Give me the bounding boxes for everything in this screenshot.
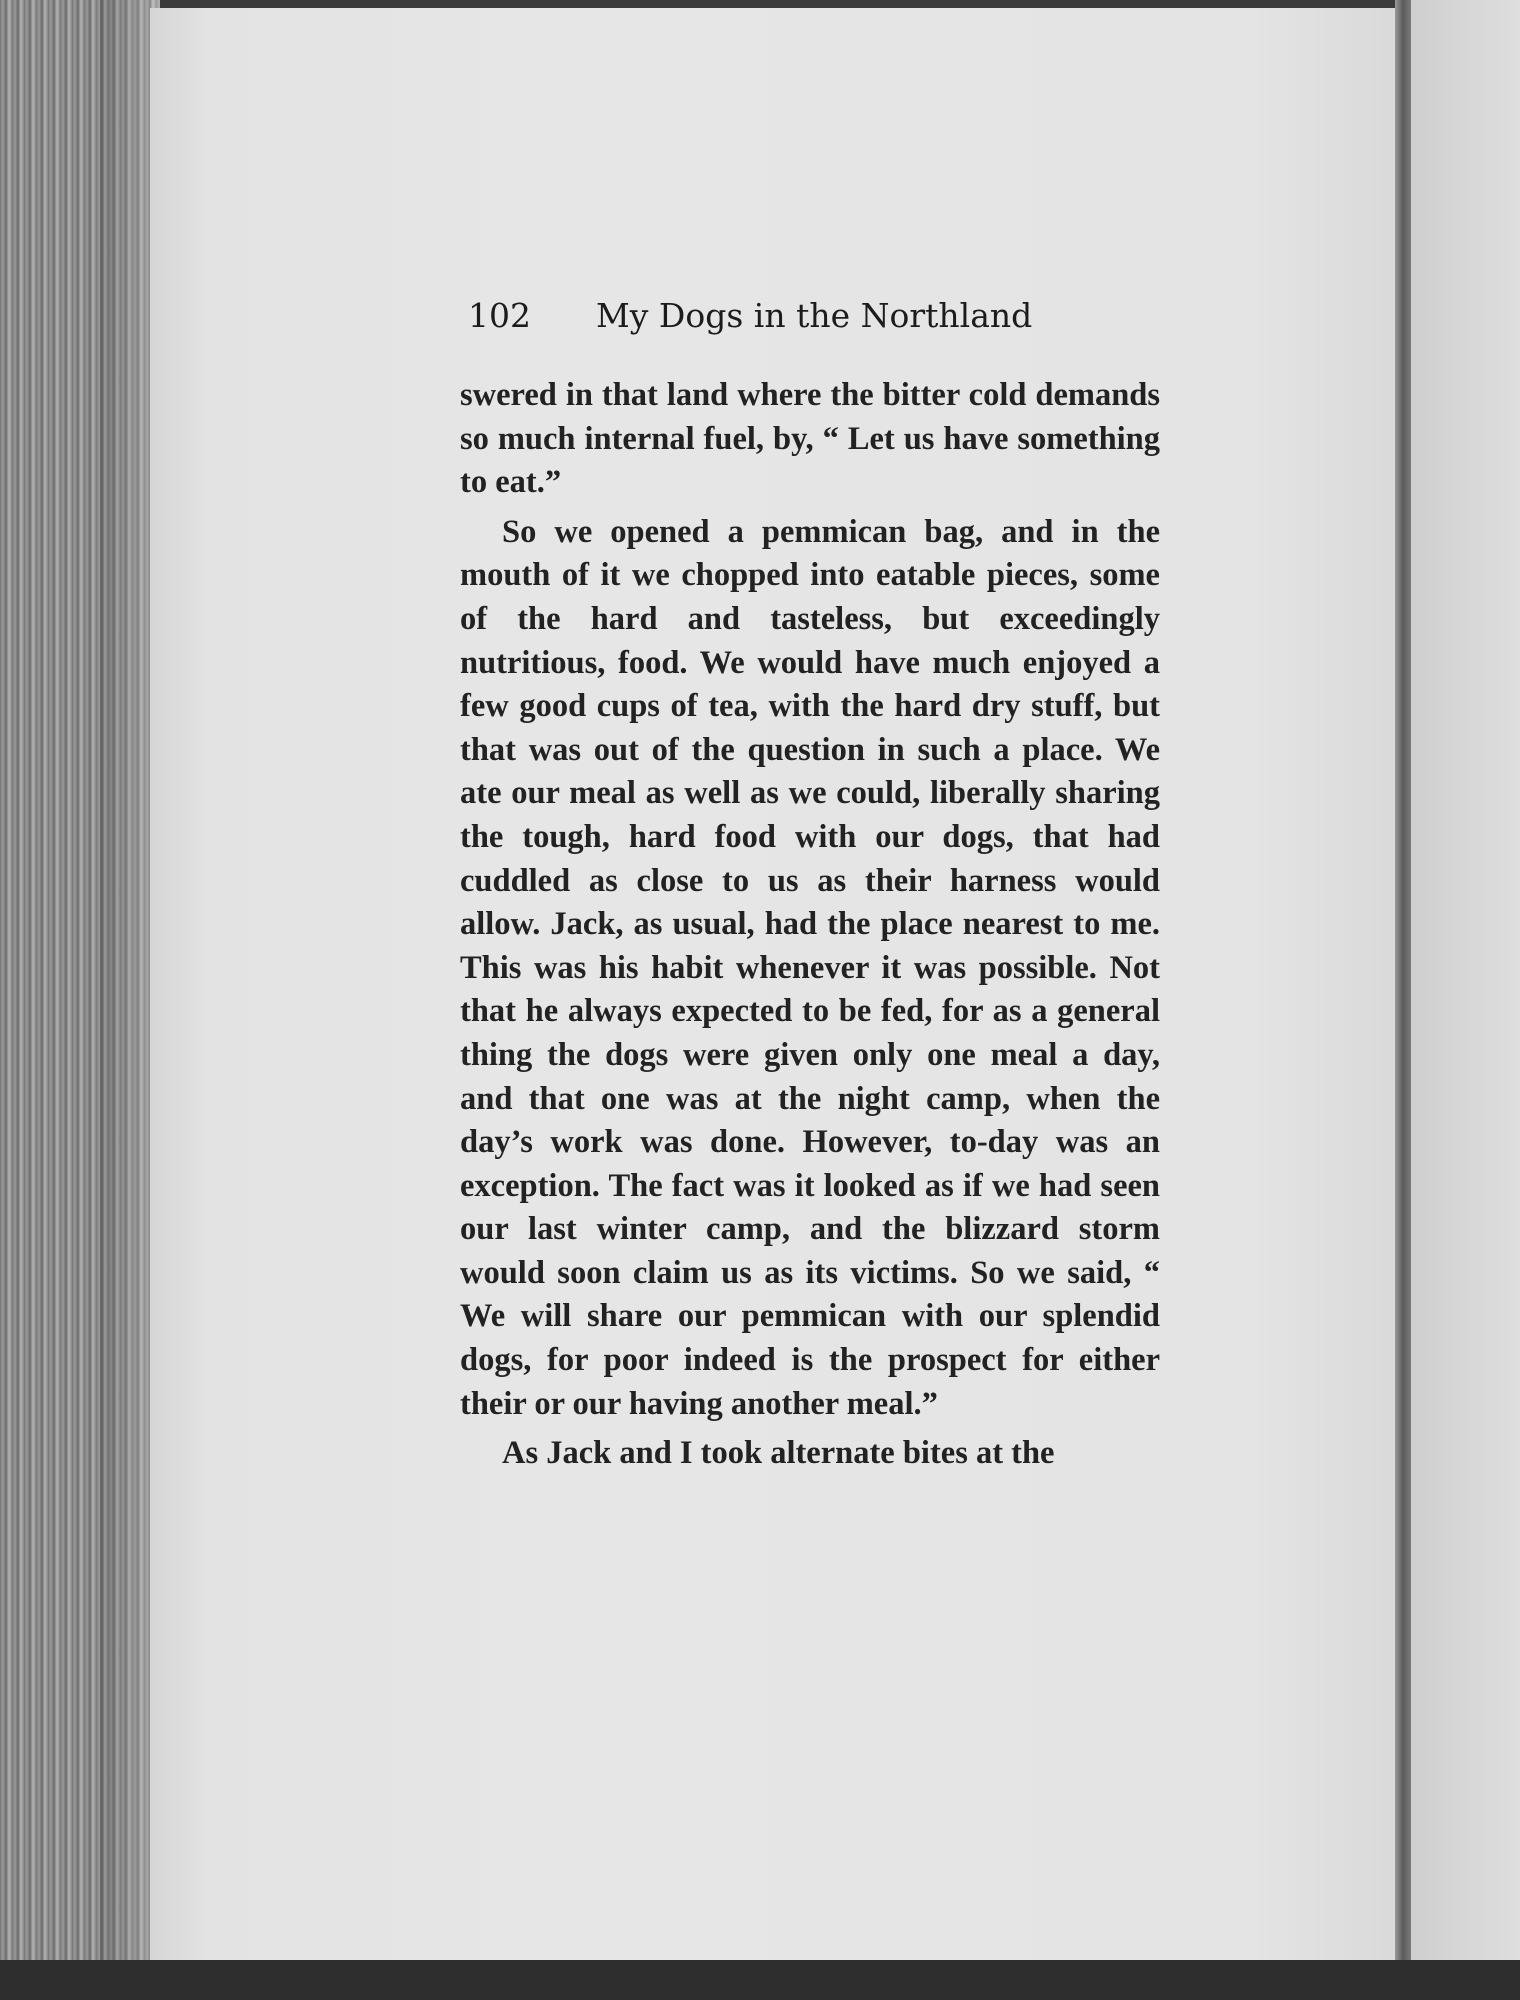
paragraph: As Jack and I took alternate bites at the bbox=[502, 1435, 1055, 1472]
scan-bottom-band bbox=[0, 1960, 1520, 2000]
paragraph: So we opened a pemmican bag, and in the mouth of it we chopped into eatable pieces, some of the hard and tasteless, but exceedingly nutritious, food. We would have much enjoyed a few good cups of tea, with the hard dry stuff, but that was out of the question in such a place. We ate our meal as well as we could, liberally sharing the tough, hard food with our dogs, that had cuddled as close to us as their harness would allow. Jack, as usual, had the place nearest to me. This was his habit whenever it was possible. Not that he always expected to be fed, for as a general thing the dogs were given only one meal a day, and that one was at the night camp, when the day’s work was done. However, to-day was an exception. The fact was it looked as if we had seen our last winter camp, and the blizzard storm would soon claim us as its victims. So we said, “ We will share our pemmican with our splendid dogs, for poor indeed is the prospect for either their or our having another meal.” bbox=[460, 513, 1160, 1422]
running-title: My Dogs in the Northland bbox=[596, 296, 1033, 335]
facing-page bbox=[1411, 0, 1520, 2000]
page-number: 102 bbox=[468, 296, 531, 335]
running-head bbox=[468, 296, 1048, 346]
paragraph: swered in that land where the bitter cold demands so much internal fuel, by, “ Let us have something to eat.” bbox=[460, 377, 1160, 501]
body-text bbox=[460, 374, 1160, 1476]
book-gutter bbox=[1395, 0, 1411, 2000]
